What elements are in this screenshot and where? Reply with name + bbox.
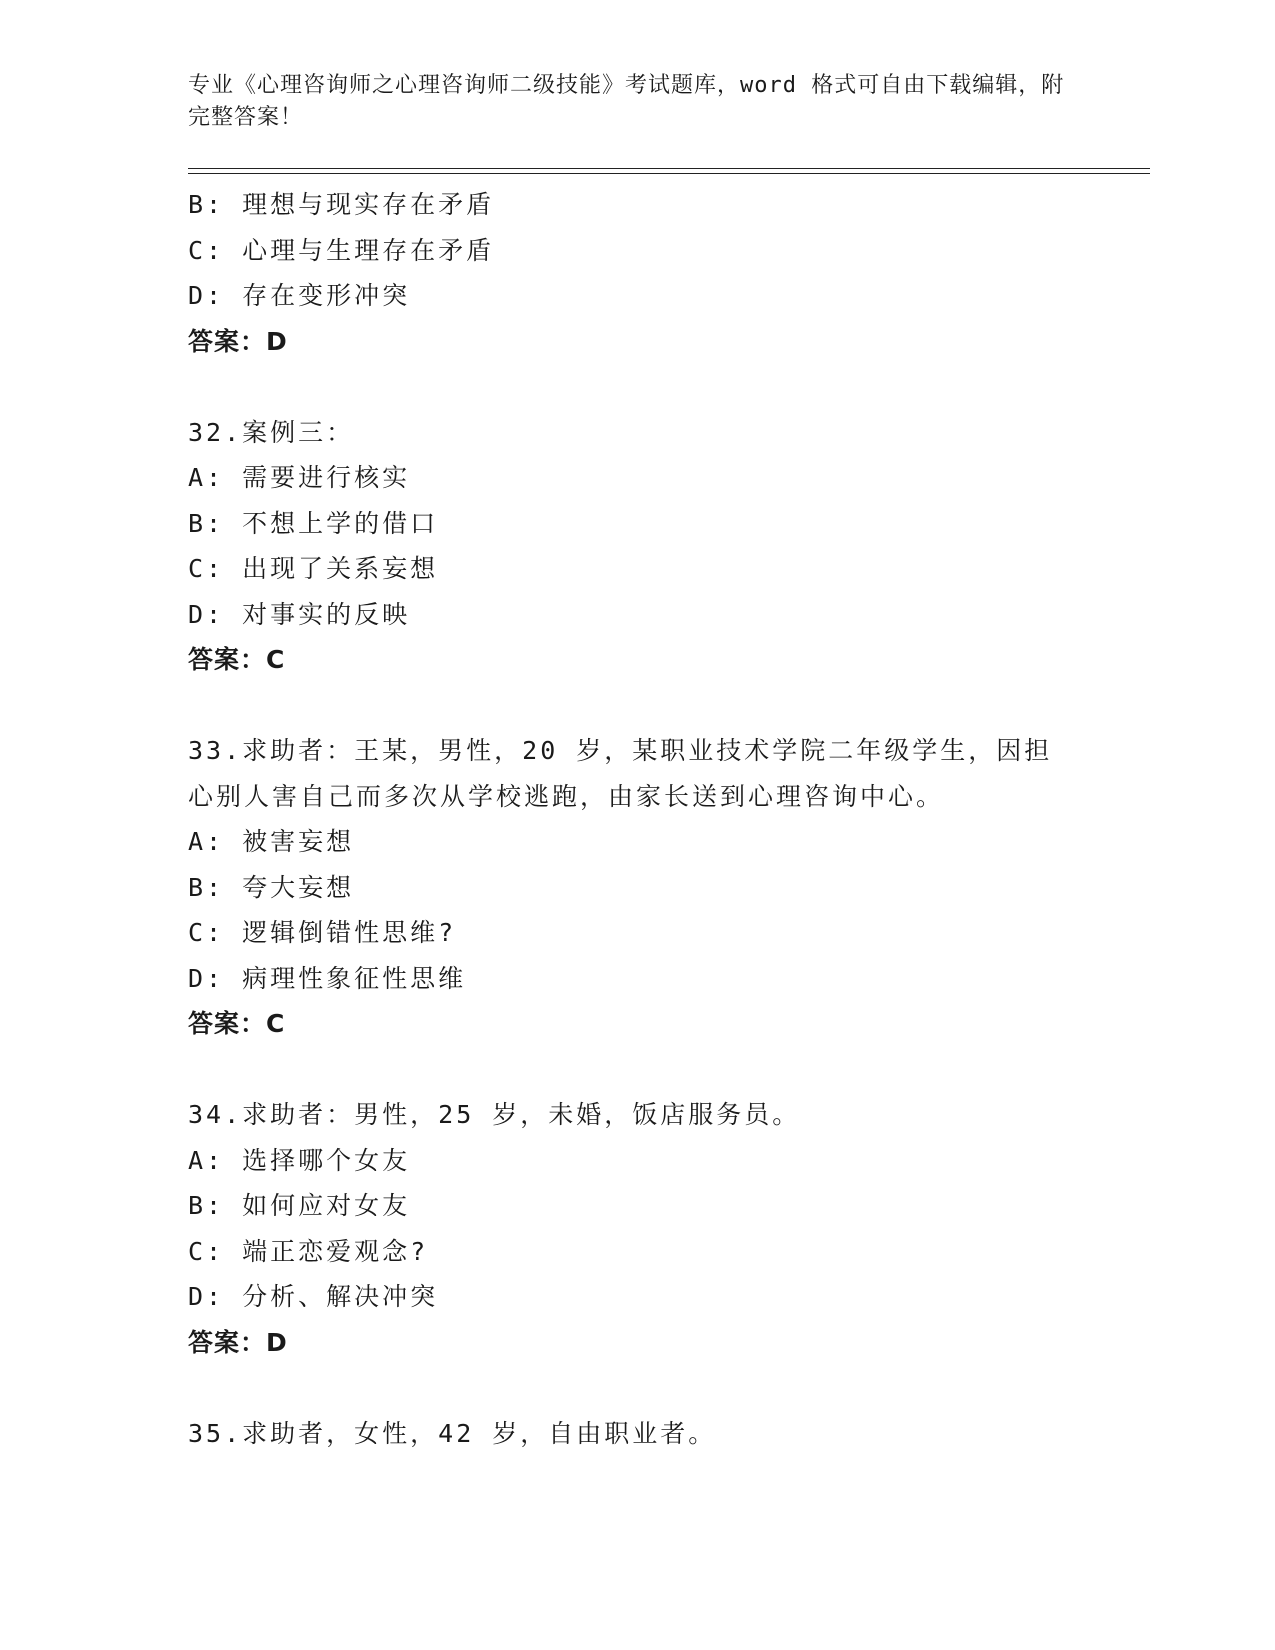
document-page xyxy=(188,70,1148,1456)
option-b: B: 理想与现实存在矛盾 xyxy=(188,190,495,219)
option-c: C: 端正恋爱观念? xyxy=(188,1236,429,1266)
option-a: A: 需要进行核实 xyxy=(188,463,411,492)
document-header: 专业《心理咨询师之心理咨询师二级技能》考试题库，word 格式可自由下载编辑，附完整答案！ xyxy=(188,73,1065,130)
question-list xyxy=(188,182,1148,1456)
question-31-continuation xyxy=(188,182,1148,364)
option-b: B: 夸大妄想 xyxy=(188,872,355,902)
option-d: D: 对事实的反映 xyxy=(188,599,411,629)
option-a: A: 被害妄想 xyxy=(188,827,355,856)
spacer xyxy=(188,1365,1148,1411)
header-rule-top xyxy=(188,168,1150,169)
option-c: C: 逻辑倒错性思维? xyxy=(188,918,457,947)
spacer xyxy=(188,1047,1148,1093)
question-stem: 34.求助者：男性，25 岁，未婚，饭店服务员。 xyxy=(188,1100,801,1129)
answer-label: 答案：C xyxy=(188,1009,286,1038)
option-a: A: 选择哪个女友 xyxy=(188,1145,411,1175)
question-stem: 35.求助者，女性，42 岁，自由职业者。 xyxy=(188,1418,717,1448)
option-b: B: 不想上学的借口 xyxy=(188,508,439,538)
option-c: C: 心理与生理存在矛盾 xyxy=(188,235,495,265)
question-stem: 33.求助者：王某，男性，20 岁，某职业技术学院二年级学生，因担心别人害自己而多次从学校逃跑，由家长送到心理咨询中心。 xyxy=(188,736,1053,811)
header-double-rule xyxy=(188,168,1150,174)
answer-label: 答案：D xyxy=(188,1327,288,1357)
answer-label: 答案：C xyxy=(188,645,286,674)
option-c: C: 出现了关系妄想 xyxy=(188,554,439,583)
option-b: B: 如何应对女友 xyxy=(188,1191,411,1220)
option-d: D: 存在变形冲突 xyxy=(188,281,411,310)
spacer xyxy=(188,364,1148,410)
question-stem: 32.案例三： xyxy=(188,417,355,447)
question-33 xyxy=(188,728,1148,1047)
option-d: D: 分析、解决冲突 xyxy=(188,1282,439,1311)
question-32 xyxy=(188,410,1148,683)
spacer xyxy=(188,683,1148,729)
answer-label: 答案：D xyxy=(188,326,288,356)
question-34 xyxy=(188,1092,1148,1365)
question-35 xyxy=(188,1411,1148,1457)
header-rule-bottom xyxy=(188,173,1150,174)
option-d: D: 病理性象征性思维 xyxy=(188,963,467,993)
